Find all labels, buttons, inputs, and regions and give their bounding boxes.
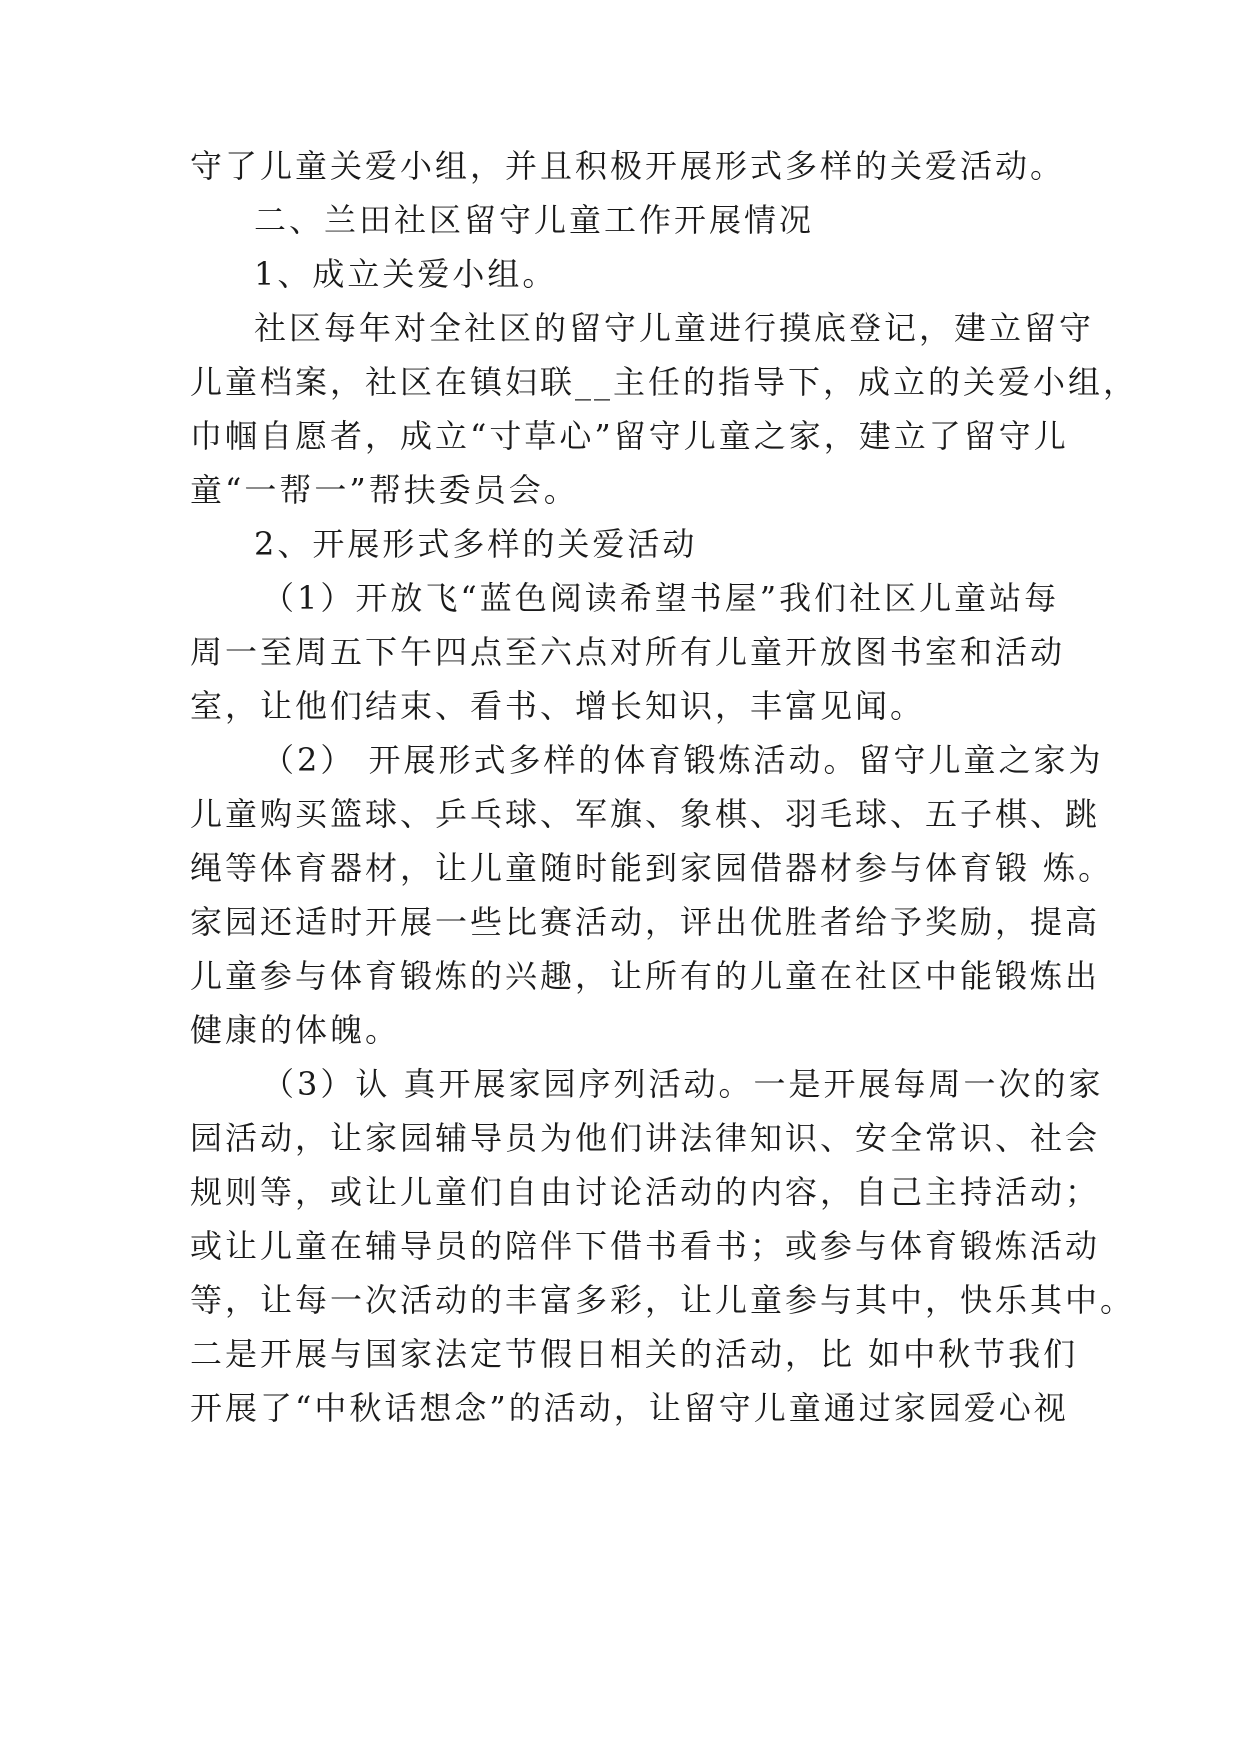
paragraph-line: 开展了“中秋话想念”的活动，让留守儿童通过家园爱心视 — [190, 1389, 1069, 1427]
paragraph-line: 园活动，让家园辅导员为他们讲法律知识、安全常识、社会 — [190, 1119, 1101, 1157]
paragraph-line: 室，让他们结束、看书、增长知识，丰富见闻。 — [190, 687, 926, 725]
subsection-heading: 1、成立关爱小组。 — [254, 255, 558, 293]
paragraph-line: 健康的体魄。 — [190, 1011, 401, 1049]
paragraph-line: （1）开放飞“蓝色阅读希望书屋”我们社区儿童站每 — [262, 579, 1060, 617]
paragraph-line: 儿童档案，社区在镇妇联__主任的指导下，成立的关爱小组， — [190, 363, 1139, 401]
paragraph-line: 等，让每一次活动的丰富多彩，让儿童参与其中，快乐其中。 — [190, 1281, 1136, 1319]
paragraph-line: 儿童参与体育锻炼的兴趣，让所有的儿童在社区中能锻炼出 — [190, 957, 1101, 995]
paragraph-line: 二是开展与国家法定节假日相关的活动，比 如中秋节我们 — [190, 1335, 1079, 1373]
paragraph-line: 规则等，或让儿童们自由讨论活动的内容，自己主持活动； — [190, 1173, 1101, 1211]
section-heading: 二、兰田社区留守儿童工作开展情况 — [254, 201, 815, 239]
paragraph-line: （3）认 真开展家园序列活动。一是开展每周一次的家 — [262, 1065, 1104, 1103]
subsection-heading: 2、开展形式多样的关爱活动 — [254, 525, 698, 563]
paragraph-line: 周一至周五下午四点至六点对所有儿童开放图书室和活动 — [190, 633, 1066, 671]
paragraph-line: 巾帼自愿者，成立“寸草心”留守儿童之家，建立了留守儿 — [190, 417, 1069, 455]
paragraph-line: 儿童购买篮球、乒乓球、军旗、象棋、羽毛球、五子棋、跳 — [190, 795, 1101, 833]
paragraph-line: 绳等体育器材，让儿童随时能到家园借器材参与体育锻 炼。 — [190, 849, 1114, 887]
paragraph-line: 社区每年对全社区的留守儿童进行摸底登记，建立留守 — [254, 309, 1095, 347]
paragraph-line: 童“一帮一”帮扶委员会。 — [190, 471, 579, 509]
paragraph-line: （2） 开展形式多样的体育锻炼活动。留守儿童之家为 — [262, 741, 1104, 779]
paragraph-line: 守了儿童关爱小组，并且积极开展形式多样的关爱活动。 — [190, 147, 1066, 185]
paragraph-line: 或让儿童在辅导员的陪伴下借书看书；或参与体育锻炼活动 — [190, 1227, 1101, 1265]
paragraph-line: 家园还适时开展一些比赛活动，评出优胜者给予奖励，提高 — [190, 903, 1101, 941]
